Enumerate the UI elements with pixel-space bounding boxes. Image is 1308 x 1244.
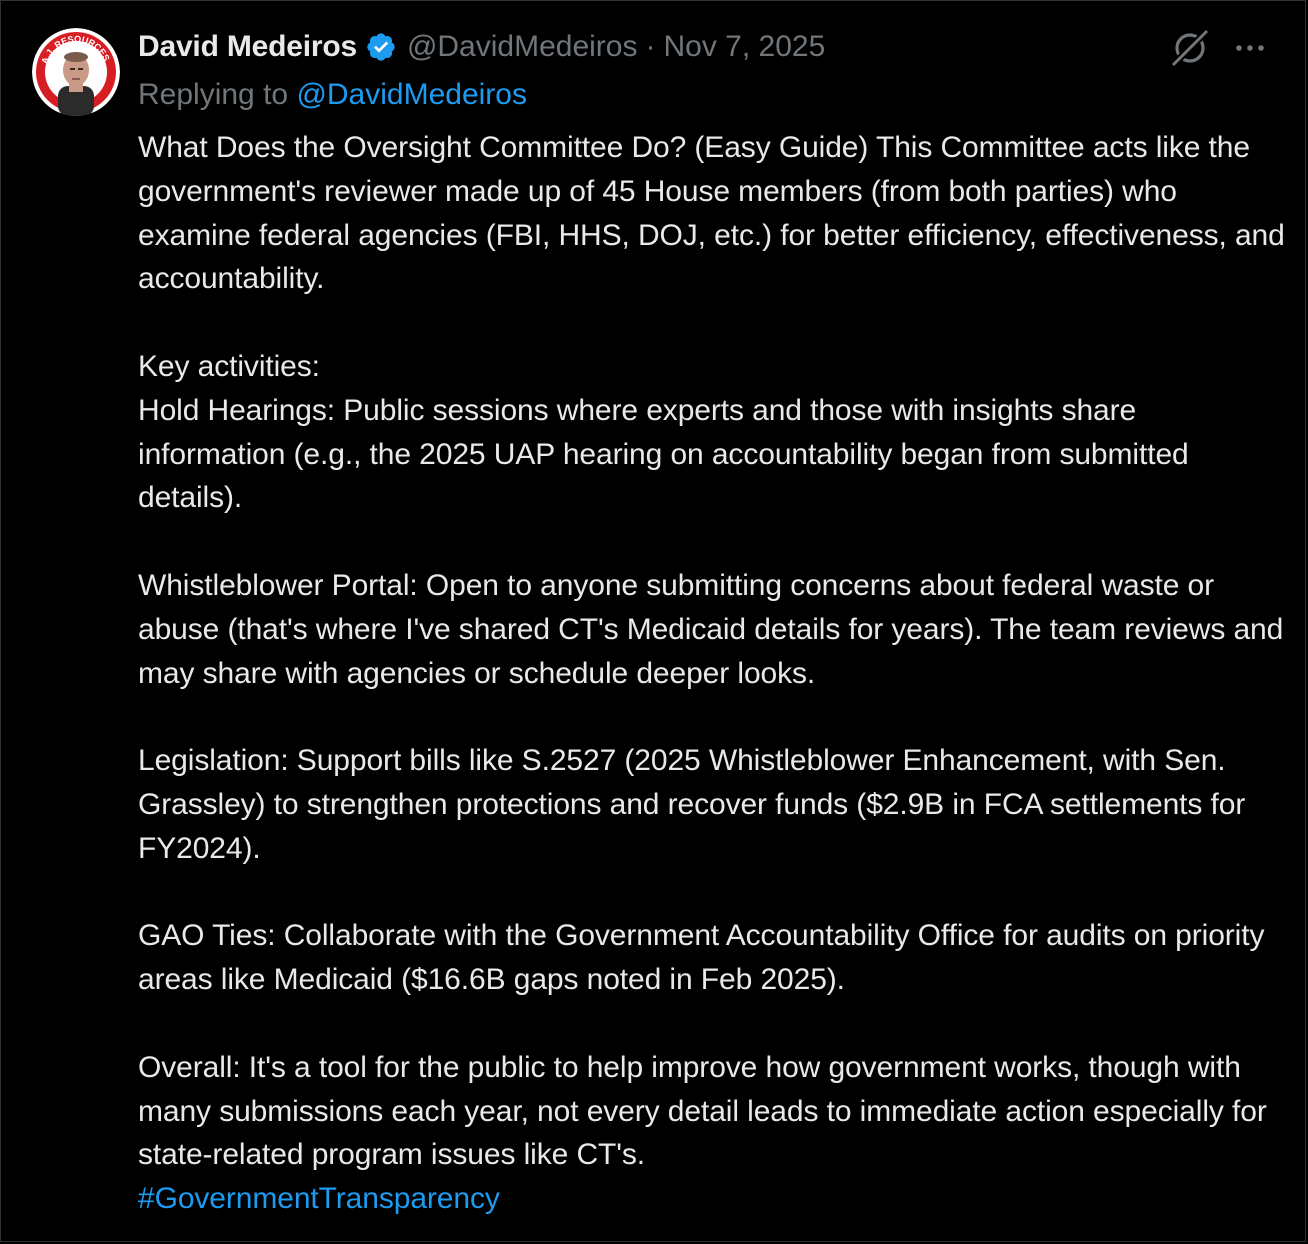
avatar[interactable] <box>32 28 120 116</box>
verified-badge-icon[interactable] <box>365 31 397 63</box>
paragraph-hearings: Hold Hearings: Public sessions where experts and those with insights share information (e.g., the 2025 UAP hearing on accountability began from submitted details). <box>138 393 1189 515</box>
paragraph-intro: What Does the Oversight Committee Do? (Easy Guide) This Committee acts like the government's reviewer made up of 45 House members (from both parties) who examine federal agencies (FBI, HHS, DOJ, etc.) for better efficiency, effectiveness, and accountability. <box>138 131 1285 296</box>
post-header <box>138 24 825 70</box>
display-name[interactable]: David Medeiros <box>138 30 357 63</box>
hashtag-link[interactable]: #GovernmentTransparency <box>138 1182 500 1216</box>
paragraph-legislation: Legislation: Support bills like S.2527 (2025 Whistleblower Enhancement, with Sen. Grassley) to strengthen protections and recover funds ($2.9B in FCA settlements for FY2024). <box>138 744 1246 865</box>
grok-icon[interactable] <box>1168 26 1212 70</box>
paragraph-whistleblower: Whistleblower Portal: Open to anyone submitting concerns about federal waste or abuse (that's where I've shared CT's Medicaid details for years). The team reviews and may share with agencies or schedule deeper looks. <box>138 568 1284 690</box>
avatar-image <box>32 28 120 116</box>
user-handle[interactable]: @DavidMedeiros <box>406 30 638 63</box>
paragraph-gao: GAO Ties: Collaborate with the Government Accountability Office for audits on priority areas like Medicaid ($16.6B gaps noted in Feb 2025). <box>138 919 1265 997</box>
more-options-icon[interactable] <box>1232 30 1268 66</box>
post-date[interactable]: Nov 7, 2025 <box>663 30 826 63</box>
post-text <box>138 126 1288 1221</box>
reply-prefix: Replying to <box>138 78 289 111</box>
reply-mention-link[interactable]: @DavidMedeiros <box>296 78 527 111</box>
paragraph-overall: Overall: It's a tool for the public to help improve how government works, though with many submissions each year, not every detail leads to immediate action especially for state-related program issues like CT's. <box>138 1050 1267 1172</box>
paragraph-key-activities: Key activities: <box>138 349 320 383</box>
reply-context <box>138 78 527 112</box>
avatar-ring-text: A.J. RESOURCES <box>39 33 112 66</box>
separator-dot: · <box>645 30 656 63</box>
